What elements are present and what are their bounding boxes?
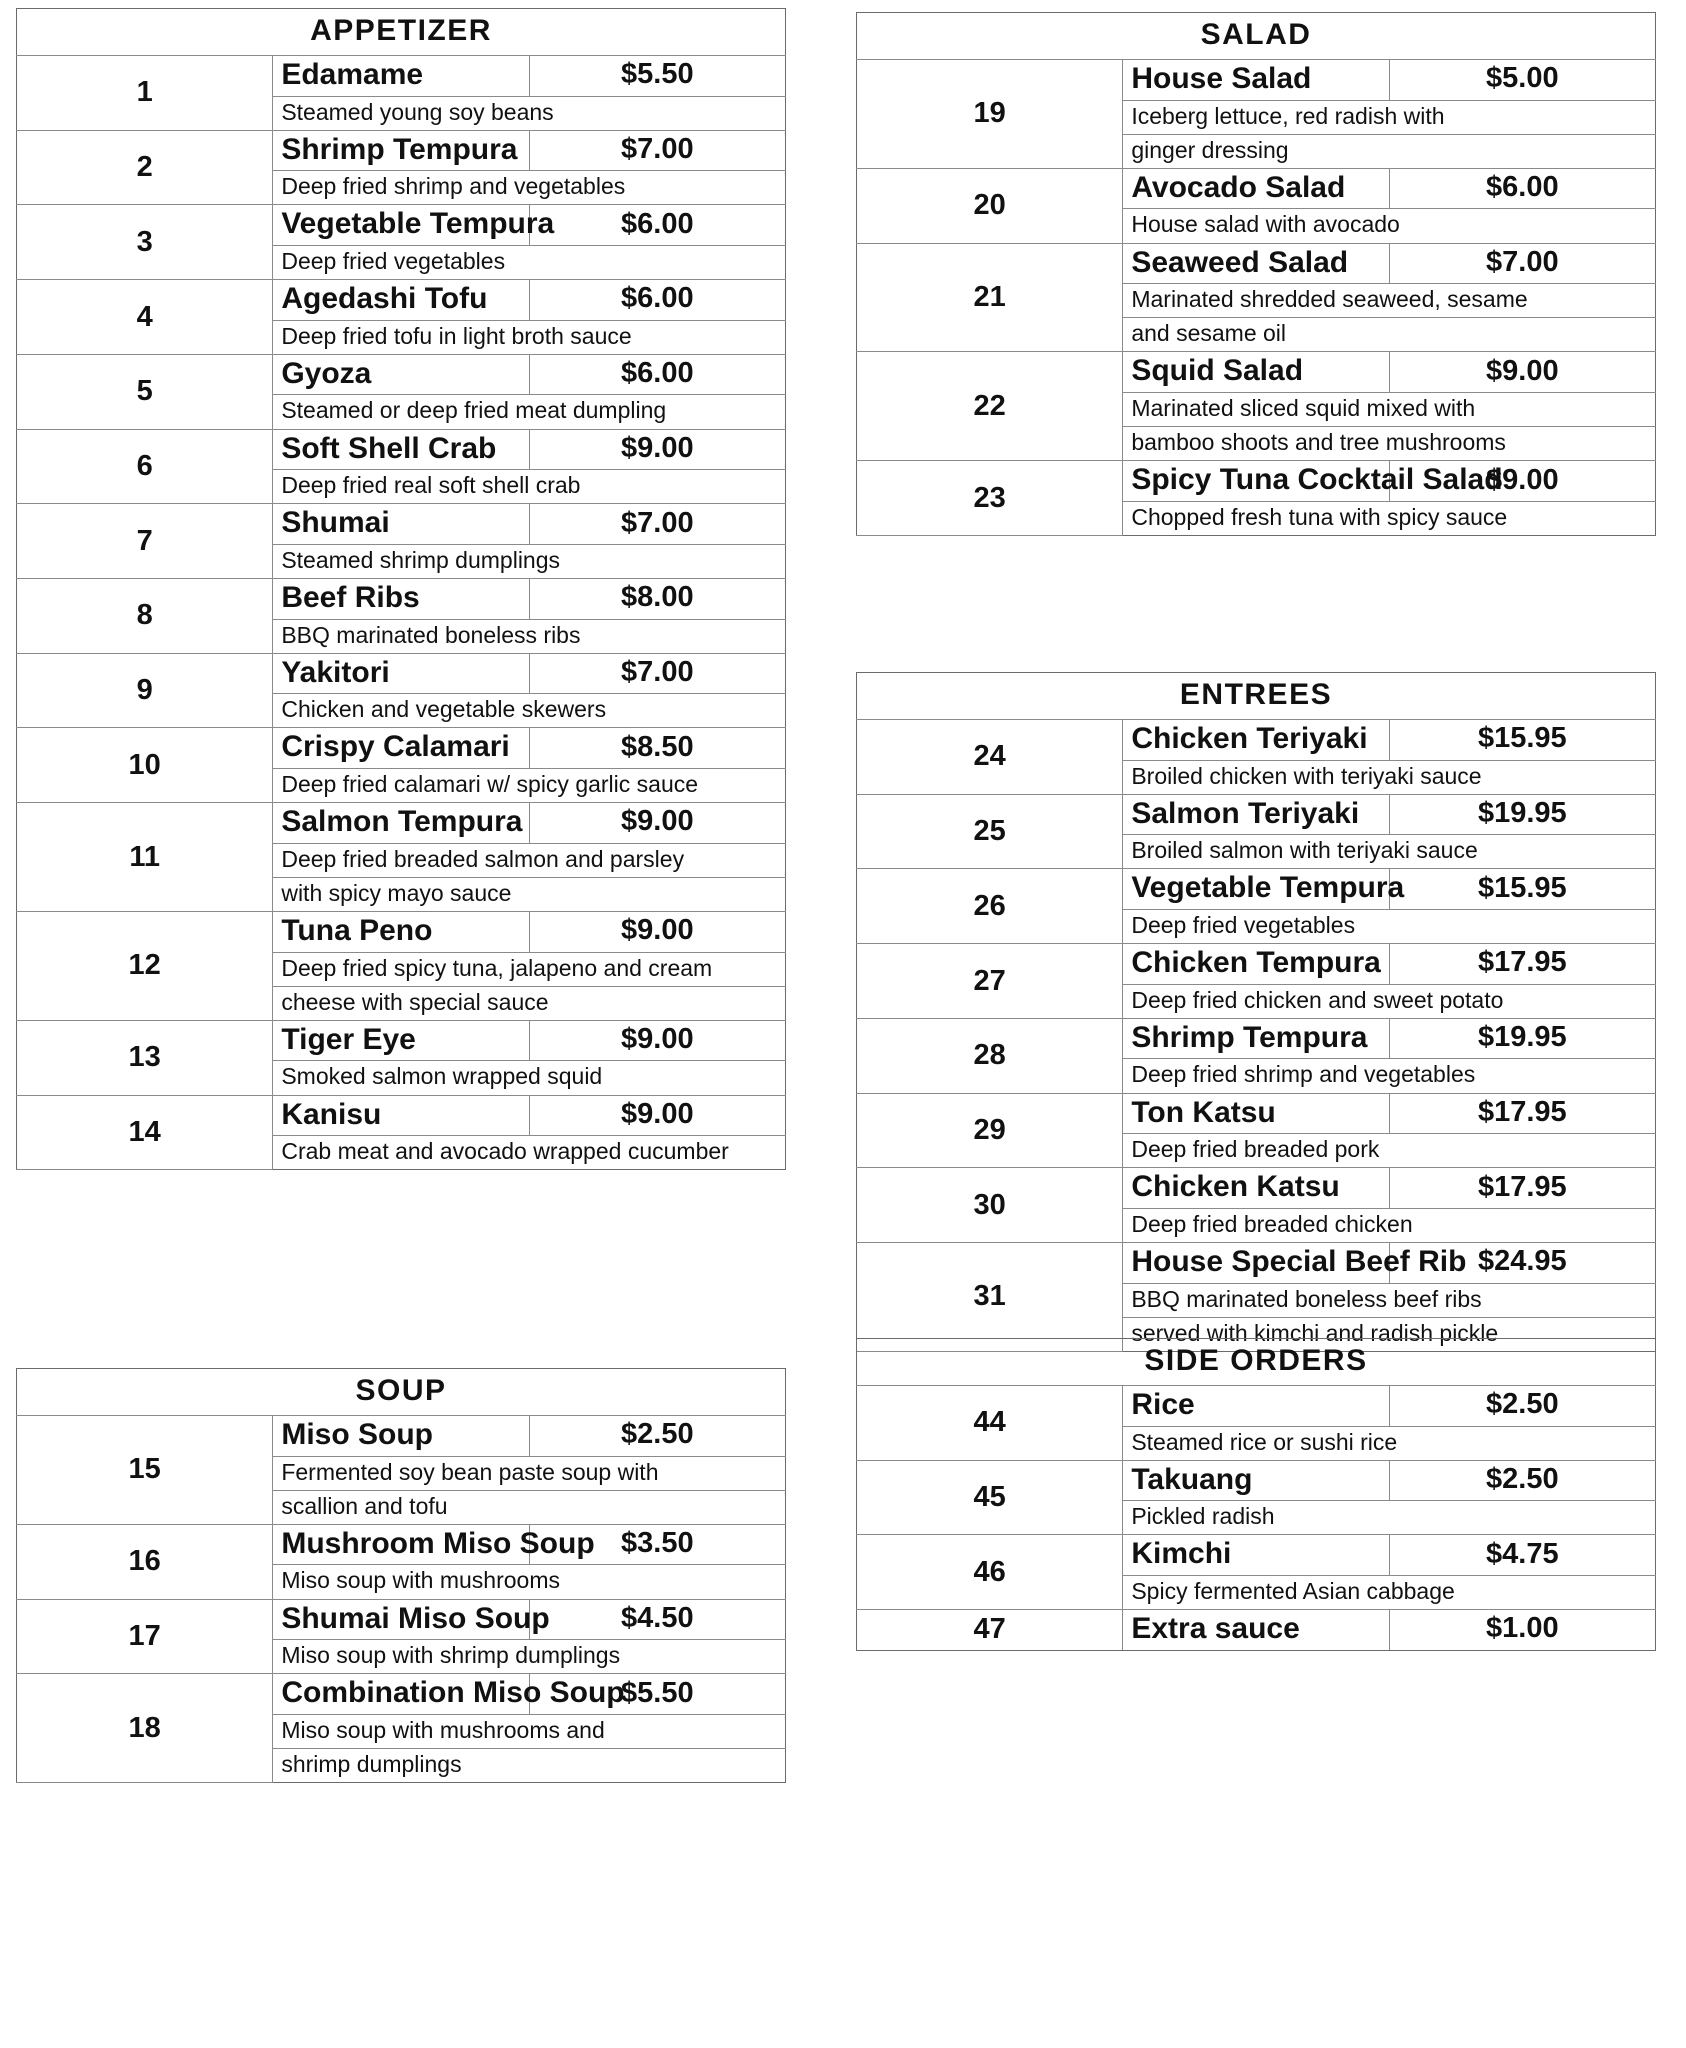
- item-price: $19.95: [1389, 794, 1655, 835]
- table-row: [857, 720, 1656, 761]
- item-name: Shrimp Tempura: [1123, 1018, 1389, 1059]
- table-row: [17, 1020, 786, 1061]
- item-price: $6.00: [529, 280, 785, 321]
- item-name: Salmon Tempura: [273, 803, 529, 844]
- table-row: [17, 1095, 786, 1136]
- item-number: 12: [17, 912, 273, 1021]
- item-description: Miso soup with mushrooms: [273, 1565, 786, 1599]
- table-row: [17, 429, 786, 470]
- item-description: Deep fried calamari w/ spicy garlic sauce: [273, 769, 786, 803]
- table-row: [857, 1610, 1656, 1651]
- table-row: [857, 1018, 1656, 1059]
- item-price: $4.75: [1389, 1535, 1655, 1576]
- item-description: Deep fried tofu in light broth sauce: [273, 320, 786, 354]
- item-description: Marinated sliced squid mixed with: [1123, 393, 1656, 427]
- item-name: Combination Miso Soup: [273, 1674, 529, 1715]
- item-number: 25: [857, 794, 1123, 869]
- item-description: Steamed shrimp dumplings: [273, 544, 786, 578]
- table-row: [857, 1386, 1656, 1427]
- item-number: 15: [17, 1416, 273, 1525]
- table-row: [857, 1243, 1656, 1284]
- section-salad: [856, 12, 1656, 536]
- item-description: Steamed or deep fried meat dumpling: [273, 395, 786, 429]
- item-name: Chicken Katsu: [1123, 1168, 1389, 1209]
- item-number: 23: [857, 461, 1123, 536]
- item-description: Marinated shredded seaweed, sesame: [1123, 284, 1656, 318]
- item-number: 1: [17, 56, 273, 131]
- item-price: $4.50: [529, 1599, 785, 1640]
- section-title-appetizer: APPETIZER: [17, 9, 786, 56]
- item-description: Deep fried breaded chicken: [1123, 1208, 1656, 1242]
- item-number: 6: [17, 429, 273, 504]
- item-price: $7.00: [529, 130, 785, 171]
- item-description: Fermented soy bean paste soup with: [273, 1456, 786, 1490]
- item-description: Miso soup with mushrooms and: [273, 1714, 786, 1748]
- item-number: 19: [857, 60, 1123, 169]
- item-price: $9.00: [1389, 461, 1655, 502]
- menu-table-soup: [16, 1368, 786, 1783]
- item-name: Crispy Calamari: [273, 728, 529, 769]
- table-row: [17, 354, 786, 395]
- item-price: $2.50: [1389, 1386, 1655, 1427]
- item-description: BBQ marinated boneless beef ribs: [1123, 1283, 1656, 1317]
- section-appetizer: [16, 8, 786, 1170]
- item-price: $7.00: [529, 504, 785, 545]
- item-description: bamboo shoots and tree mushrooms: [1123, 427, 1656, 461]
- item-price: $9.00: [529, 803, 785, 844]
- item-price: $9.00: [529, 912, 785, 953]
- item-description: Chicken and vegetable skewers: [273, 694, 786, 728]
- item-description: Deep fried chicken and sweet potato: [1123, 984, 1656, 1018]
- item-number: 2: [17, 130, 273, 205]
- table-row: [17, 504, 786, 545]
- item-name: Tiger Eye: [273, 1020, 529, 1061]
- table-row: [17, 912, 786, 953]
- item-price: $8.50: [529, 728, 785, 769]
- table-row: [857, 1460, 1656, 1501]
- item-name: Vegetable Tempura: [273, 205, 529, 246]
- item-price: $7.00: [1389, 243, 1655, 284]
- menu-table-salad: [856, 12, 1656, 536]
- item-number: 21: [857, 243, 1123, 352]
- item-description: BBQ marinated boneless ribs: [273, 619, 786, 653]
- section-title-soup: SOUP: [17, 1369, 786, 1416]
- item-name: Avocado Salad: [1123, 168, 1389, 209]
- item-number: 29: [857, 1093, 1123, 1168]
- item-number: 14: [17, 1095, 273, 1170]
- item-price: $15.95: [1389, 869, 1655, 910]
- table-row: [17, 1416, 786, 1457]
- item-price: $2.50: [1389, 1460, 1655, 1501]
- item-price: $17.95: [1389, 944, 1655, 985]
- item-name: Spicy Tuna Cocktail Salad: [1123, 461, 1389, 502]
- item-description: ginger dressing: [1123, 134, 1656, 168]
- item-number: 10: [17, 728, 273, 803]
- table-row: [17, 653, 786, 694]
- item-price: $8.00: [529, 579, 785, 620]
- table-row: [17, 1599, 786, 1640]
- item-name: Yakitori: [273, 653, 529, 694]
- item-name: Salmon Teriyaki: [1123, 794, 1389, 835]
- item-price: $9.00: [529, 429, 785, 470]
- item-name: Seaweed Salad: [1123, 243, 1389, 284]
- table-row: [17, 803, 786, 844]
- item-description: scallion and tofu: [273, 1490, 786, 1524]
- item-description: Broiled salmon with teriyaki sauce: [1123, 835, 1656, 869]
- table-row: [857, 869, 1656, 910]
- item-price: $7.00: [529, 653, 785, 694]
- menu-table-sides: [856, 1338, 1656, 1651]
- item-number: 11: [17, 803, 273, 912]
- item-description: served with kimchi and radish pickle: [1123, 1317, 1656, 1351]
- item-description: Smoked salmon wrapped squid: [273, 1061, 786, 1095]
- item-name: Takuang: [1123, 1460, 1389, 1501]
- table-row: [857, 352, 1656, 393]
- item-description: Deep fried real soft shell crab: [273, 470, 786, 504]
- item-description: Broiled chicken with teriyaki sauce: [1123, 760, 1656, 794]
- item-number: 17: [17, 1599, 273, 1674]
- item-number: 31: [857, 1243, 1123, 1352]
- table-row: [17, 56, 786, 97]
- item-name: Chicken Tempura: [1123, 944, 1389, 985]
- table-row: [17, 280, 786, 321]
- section-title-sides: SIDE ORDERS: [857, 1339, 1656, 1386]
- item-price: $17.95: [1389, 1168, 1655, 1209]
- item-description: House salad with avocado: [1123, 209, 1656, 243]
- item-name: Vegetable Tempura: [1123, 869, 1389, 910]
- table-row: [857, 1535, 1656, 1576]
- item-description: Steamed rice or sushi rice: [1123, 1426, 1656, 1460]
- item-description: Chopped fresh tuna with spicy sauce: [1123, 501, 1656, 535]
- table-row: [857, 1168, 1656, 1209]
- item-description: shrimp dumplings: [273, 1749, 786, 1783]
- item-number: 16: [17, 1524, 273, 1599]
- item-name: Rice: [1123, 1386, 1389, 1427]
- menu-table-entrees: [856, 672, 1656, 1352]
- item-price: $9.00: [1389, 352, 1655, 393]
- item-number: 28: [857, 1018, 1123, 1093]
- item-price: $2.50: [529, 1416, 785, 1457]
- item-number: 4: [17, 280, 273, 355]
- item-number: 13: [17, 1020, 273, 1095]
- item-description: cheese with special sauce: [273, 986, 786, 1020]
- item-price: $5.50: [529, 1674, 785, 1715]
- item-number: 18: [17, 1674, 273, 1783]
- table-row: [857, 944, 1656, 985]
- item-price: $5.50: [529, 56, 785, 97]
- item-description: Spicy fermented Asian cabbage: [1123, 1576, 1656, 1610]
- item-name: Shumai: [273, 504, 529, 545]
- table-row: [857, 168, 1656, 209]
- item-name: Beef Ribs: [273, 579, 529, 620]
- item-name: Shrimp Tempura: [273, 130, 529, 171]
- item-name: Kimchi: [1123, 1535, 1389, 1576]
- section-title-salad: SALAD: [857, 13, 1656, 60]
- item-number: 27: [857, 944, 1123, 1019]
- table-row: [857, 794, 1656, 835]
- item-price: $24.95: [1389, 1243, 1655, 1284]
- item-name: Edamame: [273, 56, 529, 97]
- item-description: Steamed young soy beans: [273, 96, 786, 130]
- item-description: Deep fried breaded pork: [1123, 1134, 1656, 1168]
- item-price: $6.00: [529, 354, 785, 395]
- item-number: 47: [857, 1610, 1123, 1651]
- table-row: [17, 728, 786, 769]
- table-row: [857, 461, 1656, 502]
- item-price: $17.95: [1389, 1093, 1655, 1134]
- item-name: Chicken Teriyaki: [1123, 720, 1389, 761]
- item-name: Gyoza: [273, 354, 529, 395]
- item-name: House Special Beef Rib: [1123, 1243, 1389, 1284]
- item-number: 45: [857, 1460, 1123, 1535]
- item-price: $9.00: [529, 1020, 785, 1061]
- item-description: with spicy mayo sauce: [273, 877, 786, 911]
- item-name: Shumai Miso Soup: [273, 1599, 529, 1640]
- item-number: 9: [17, 653, 273, 728]
- item-name: Extra sauce: [1123, 1610, 1389, 1651]
- item-description: Miso soup with shrimp dumplings: [273, 1640, 786, 1674]
- item-number: 3: [17, 205, 273, 280]
- section-soup: [16, 1368, 786, 1783]
- item-description: Iceberg lettuce, red radish with: [1123, 100, 1656, 134]
- item-name: Soft Shell Crab: [273, 429, 529, 470]
- item-number: 26: [857, 869, 1123, 944]
- table-row: [17, 205, 786, 246]
- item-description: Deep fried shrimp and vegetables: [273, 171, 786, 205]
- menu-table-appetizer: [16, 8, 786, 1170]
- item-name: Squid Salad: [1123, 352, 1389, 393]
- item-number: 8: [17, 579, 273, 654]
- item-description: Crab meat and avocado wrapped cucumber: [273, 1136, 786, 1170]
- item-name: Miso Soup: [273, 1416, 529, 1457]
- table-row: [857, 60, 1656, 101]
- item-name: House Salad: [1123, 60, 1389, 101]
- item-name: Kanisu: [273, 1095, 529, 1136]
- table-row: [857, 1093, 1656, 1134]
- item-price: $3.50: [529, 1524, 785, 1565]
- table-row: [857, 243, 1656, 284]
- table-row: [17, 1524, 786, 1565]
- item-price: $6.00: [529, 205, 785, 246]
- item-price: $1.00: [1389, 1610, 1655, 1651]
- item-price: $6.00: [1389, 168, 1655, 209]
- item-number: 44: [857, 1386, 1123, 1461]
- item-description: Deep fried vegetables: [1123, 910, 1656, 944]
- section-entrees: [856, 672, 1656, 1352]
- item-number: 7: [17, 504, 273, 579]
- table-row: [17, 579, 786, 620]
- item-description: and sesame oil: [1123, 318, 1656, 352]
- section-side-orders: [856, 1338, 1656, 1651]
- item-price: $9.00: [529, 1095, 785, 1136]
- item-name: Agedashi Tofu: [273, 280, 529, 321]
- item-number: 5: [17, 354, 273, 429]
- table-row: [17, 1674, 786, 1715]
- item-number: 20: [857, 168, 1123, 243]
- item-description: Deep fried vegetables: [273, 246, 786, 280]
- item-description: Deep fried breaded salmon and parsley: [273, 843, 786, 877]
- item-price: $15.95: [1389, 720, 1655, 761]
- item-number: 22: [857, 352, 1123, 461]
- item-price: $19.95: [1389, 1018, 1655, 1059]
- item-number: 30: [857, 1168, 1123, 1243]
- item-name: Mushroom Miso Soup: [273, 1524, 529, 1565]
- item-price: $5.00: [1389, 60, 1655, 101]
- item-name: Ton Katsu: [1123, 1093, 1389, 1134]
- item-description: Pickled radish: [1123, 1501, 1656, 1535]
- item-description: Deep fried spicy tuna, jalapeno and cream: [273, 952, 786, 986]
- table-row: [17, 130, 786, 171]
- item-description: Deep fried shrimp and vegetables: [1123, 1059, 1656, 1093]
- item-number: 46: [857, 1535, 1123, 1610]
- section-title-entrees: ENTREES: [857, 673, 1656, 720]
- item-name: Tuna Peno: [273, 912, 529, 953]
- item-number: 24: [857, 720, 1123, 795]
